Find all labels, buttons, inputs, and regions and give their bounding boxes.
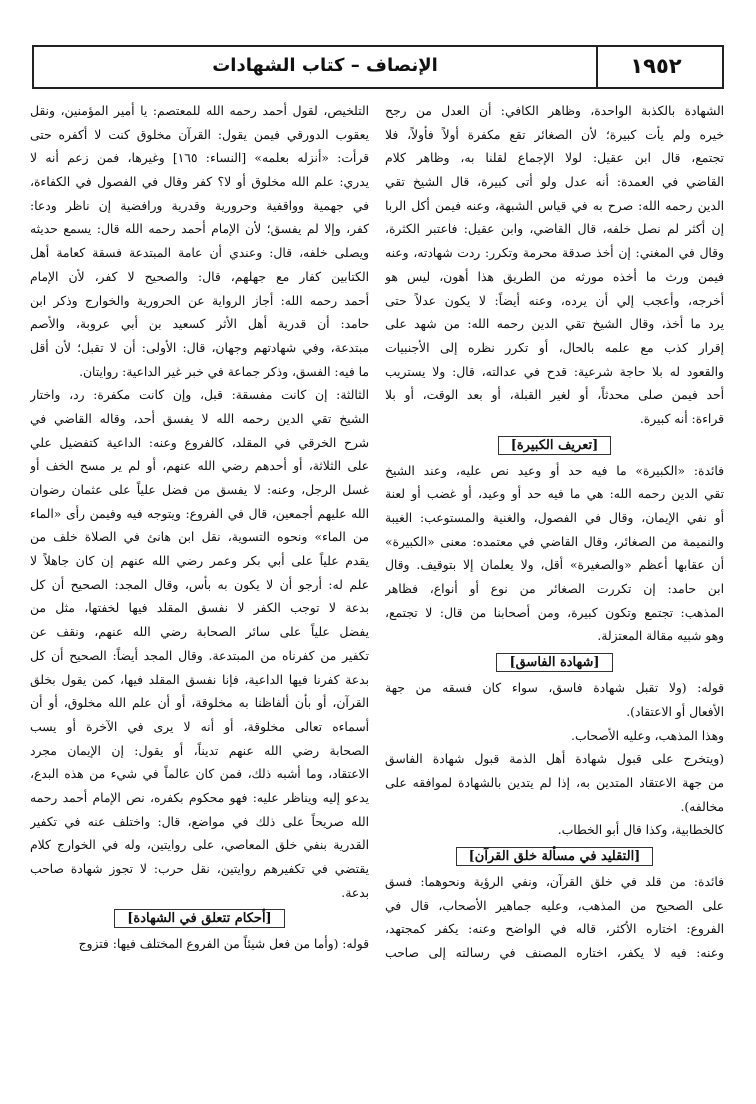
text-line: الله عليهم أجمعين، قال في الفروع: ويتوجه فيه وفيمن رأى «الماء bbox=[30, 506, 369, 521]
section-heading bbox=[385, 432, 724, 460]
text-line: الكتابين كفار مع جهلهم، قال: والصحيح لا كفر، لأن الإمام bbox=[30, 269, 369, 284]
section-heading-label: [شهادة الفاسق] bbox=[496, 653, 612, 672]
text-line: والنميمة من الصغائر، وقال القاضي في معتمده: معنى «الكبيرة» bbox=[385, 534, 724, 549]
text-line: وهذا المذهب، وعليه الأصحاب. bbox=[571, 728, 724, 743]
text-line: من جهة الاعتقاد المتدين به، إذا لم يتدين بالشهادة لموافقه على bbox=[385, 775, 724, 790]
text-line: أخرجه، وأعجب إلي أن يرده، وعنه أيضاً: لا يكون عدلاً حتى bbox=[385, 293, 724, 308]
text-line: أو نفي الإيمان، وقال في الفصول، والغنية والمستوعب: الغيبة bbox=[385, 511, 724, 525]
text-line: الدين رحمه الله: صرح به في قياس الشبهة، وعنه فيمن أكل الربا bbox=[385, 198, 724, 213]
text-line: وعنه: فيه لا يكفر، اختاره المصنف في رسالته إلى صاحب bbox=[385, 946, 724, 960]
text-line: الثالثة: إن كانت مفسقة: قبل، وإن كانت مكفرة: رد، واختار bbox=[30, 388, 369, 403]
text-line: ابن حامد: إن تكررت الصغائر من نوع أو أنواع، فظاهر bbox=[385, 582, 724, 597]
text-line: وهو شبيه مقالة المعتزلة. bbox=[597, 629, 724, 644]
text-line: قرأت: «أنزله بعلمه» [النساء: ١٦٥] وغيرها، فمن زعم أنه لا bbox=[30, 151, 369, 166]
text-line: إقرار كذب مع علمه بالحال، أو تكرر نظره إلى الأجنبيات bbox=[385, 340, 724, 355]
text-line: وقال في المغني: إن أخذ صدقة محرمة وتكرر: ردت شهادته، وعنه bbox=[385, 246, 724, 261]
text-line: يقدم علياً على أبي بكر وعمر رضي الله عنهم إن كان جاهلاً لا bbox=[30, 554, 369, 569]
text-line: ما فيه: الفسق، وذكر جماعة في خبر غير الداعية: روايتان. bbox=[79, 364, 369, 379]
text-line: التلخيص، لقول أحمد رحمه الله للمعتصم: يا أمير المؤمنين، ونقل bbox=[30, 104, 369, 118]
section-heading bbox=[385, 843, 724, 871]
text-line: على الثلاثة، أو أحدهم رضي الله عنهم، أو لم ير مسح الخف أو bbox=[30, 459, 369, 474]
text-line: الشيخ تقي الدين رحمه الله لا يفسق أحد، وقاله القاضي في bbox=[30, 411, 369, 426]
page-number: ١٩٥٢ bbox=[630, 54, 682, 78]
text-line: حامد: أن قدرية أهل الأثر كسعيد بن أبي عروبة، والأصم bbox=[30, 317, 369, 332]
text-line: يفضل علياً على سائر الصحابة رضي الله عنهم، ونقف عن bbox=[30, 625, 369, 640]
text-line: (ويتخرج على قبول شهادة أهل الذمة قبول شهادة الفاسق bbox=[385, 752, 724, 767]
text-line: يعقوب الدورقي فيمن يقول: القرآن مخلوق كنت لا أكفره حتى bbox=[30, 127, 369, 142]
text-line: يدري: علم الله مخلوق أو لا؟ كفر وقال في الفصول في الكفاءة، bbox=[30, 175, 369, 190]
text-line: فائدة: «الكبيرة» ما فيه حد أو وعيد نص عليه، وعند الشيخ bbox=[385, 463, 724, 478]
text-line: الاعتقاد، وما أشبه ذلك، فمن كان عالماً في شيء من هذه البدع، bbox=[30, 767, 369, 782]
text-line: أن عقابها أعظم «والصغيرة» أقل، ولا يعلمان إلا بتوقيف. وقال bbox=[385, 558, 724, 573]
text-line: المذهب: تجتمع وتكون كبيرة، ومن أصحابنا من قال: لا تجتمع، bbox=[385, 605, 724, 620]
text-line: بدعة كفرنا فيها الداعية، فإنا نفسق المقلد فيها، كمن يقول بخلق bbox=[30, 672, 369, 687]
text-line: تكفير من كفرناه من المبتدعة. وقال المجد أيضاً: الصحيح أن كل bbox=[30, 648, 369, 663]
text-line: ويصلى خلفه، قال: وعندي أن عامة المبتدعة فسقة كعامة أهل bbox=[30, 246, 369, 261]
text-line: في جهمية وواقفية وحرورية وقدرية ورافضية إن ناظر ودعا: bbox=[30, 198, 369, 213]
text-line: مبتدعة، وفي شهادتهم وجهان، قال: الأولى: أن لا تقبل؛ لأن أقل bbox=[30, 340, 369, 355]
section-heading bbox=[385, 649, 724, 677]
text-line: القرآن، أو بأن ألفاظنا به مخلوقة، أو أن علم الله مخلوق، أو أن bbox=[30, 696, 369, 711]
text-line: خيره ولم يأت كبيرة؛ لأن الصغائر تقع مكفرة أولاً فأولاً، فلا bbox=[385, 127, 724, 142]
text-line: والقعود له بلا حاجة شرعية: قدح في عدالته، قال: ولا يستريب bbox=[385, 364, 724, 379]
text-line: يرد ما أخذ، وقال الشيخ تقي الدين رحمه الله: من شهد على bbox=[385, 317, 724, 332]
section-heading-label: [التقليد في مسألة خلق القرآن] bbox=[456, 847, 654, 866]
text-line: بدعة لا توجب الكفر لا نفسق المقلد فيها لخفتها، مثل من bbox=[30, 601, 369, 616]
text-line: القدرية بنفي خلق المعاصي، على روايتين، وله في الخوارج كلام bbox=[30, 838, 369, 853]
text-line: يدعو إليه ويناظر عليه: فهو محكوم بكفره، نص الإمام أحمد رحمه bbox=[30, 790, 369, 805]
header-divider bbox=[596, 45, 598, 89]
text-line: أحد فيمن صلى محدثاً، أو لغير القبلة، أو بعد الوقت، أو بلا bbox=[385, 388, 724, 403]
running-title: الإنصاف – كتاب الشهادات bbox=[212, 55, 438, 76]
text-line: الشهادة بالكذبة الواحدة، وظاهر الكافي: أن العدل من رجح bbox=[385, 104, 724, 118]
text-line: القاضي في العمدة: أنه عدل ولو أتى كبيرة، قال الشيخ تقي bbox=[385, 175, 724, 190]
text-line: الأفعال أو الاعتقاد). bbox=[626, 704, 724, 719]
text-line: علم له: أرجو أن لا يكون به بأس، وقال المجد: الصحيح أن كل bbox=[30, 577, 369, 592]
text-line: تجتمع، قال ابن عقيل: لولا الإجماع لقلنا به، وظاهر كلام bbox=[385, 151, 724, 166]
text-line: مخالفه). bbox=[680, 799, 724, 814]
left-text-column bbox=[30, 100, 369, 957]
text-line: تقي الدين رحمه الله: هي ما فيه حد أو وعيد، أو غضب أو لعنة bbox=[385, 487, 724, 502]
text-line: فائدة: من قلد في خلق القرآن، ونفي الرؤية ونحوهما: فسق bbox=[385, 874, 724, 889]
text-line: الصحابة رضي الله عنهم تديناً، أو يقول: إن الإيمان مجرد bbox=[30, 743, 369, 758]
text-line: بدعة. bbox=[341, 885, 369, 900]
section-heading-label: [تعريف الكبيرة] bbox=[498, 436, 612, 455]
section-heading bbox=[30, 905, 369, 933]
text-line: أحمد رحمه الله: أجاز الرواية عن الحرورية والخوارج وذكر ابن bbox=[30, 293, 369, 308]
text-line: قراءة: أنه كبيرة. bbox=[639, 411, 724, 426]
text-line: قوله: (ولا تقبل شهادة فاسق، سواء كان فسقه من جهة bbox=[385, 681, 724, 696]
text-line: من الماء» ونحوه التسوية، نقل ابن هانئ في الصلاة خلف من bbox=[30, 530, 369, 545]
text-line: على الصحيح من المذهب، وعليه جماهير الأصحاب، قال في bbox=[385, 898, 724, 913]
section-heading-label: [أحكام تتعلق في الشهادة] bbox=[114, 909, 284, 928]
text-line: كالخطابية، وكذا قال أبو الخطاب. bbox=[557, 823, 724, 838]
text-line: إن أكثر لم نصل خلفه، قال القاضي، وابن عقيل: فاعتبر الكثرة، bbox=[385, 222, 724, 237]
text-line: فيمن ورث ما أخذه مورثه من الطريق هذا أهون، ليس هو bbox=[385, 269, 724, 284]
text-line: شرح الخرقي في المقلد، كالفروع وعنه: الداعية كتفضيل علي bbox=[30, 435, 369, 450]
text-line: الله صريحاً على ذلك في مواضع، قال: واختلف عنه في تكفير bbox=[30, 814, 369, 829]
text-line: كفر، وإلا لم يفسق؛ لأن الإمام أحمد رحمه الله قال: يسمع حديثه bbox=[30, 222, 369, 237]
text-line: قوله: (وأما من فعل شيئاً من الفروع المختلف فيها: فتزوج bbox=[78, 937, 369, 952]
text-line: يقتضي في تكفيرهم روايتين، نقل حرب: لا تجوز شهادة صاحب bbox=[30, 862, 369, 876]
text-line: الفروع: اختاره الأكثر، قاله في الواضح وعنه: يكفر كمجتهد، bbox=[385, 922, 724, 937]
right-text-column bbox=[385, 100, 724, 966]
text-line: غسل الرجل، وعنه: لا يفسق من فضل علياً على عثمان رضوان bbox=[30, 483, 369, 497]
text-line: أسماءه تعالى مخلوقة، أو أنه لا يرى في الآخرة أو يسب bbox=[30, 719, 369, 734]
